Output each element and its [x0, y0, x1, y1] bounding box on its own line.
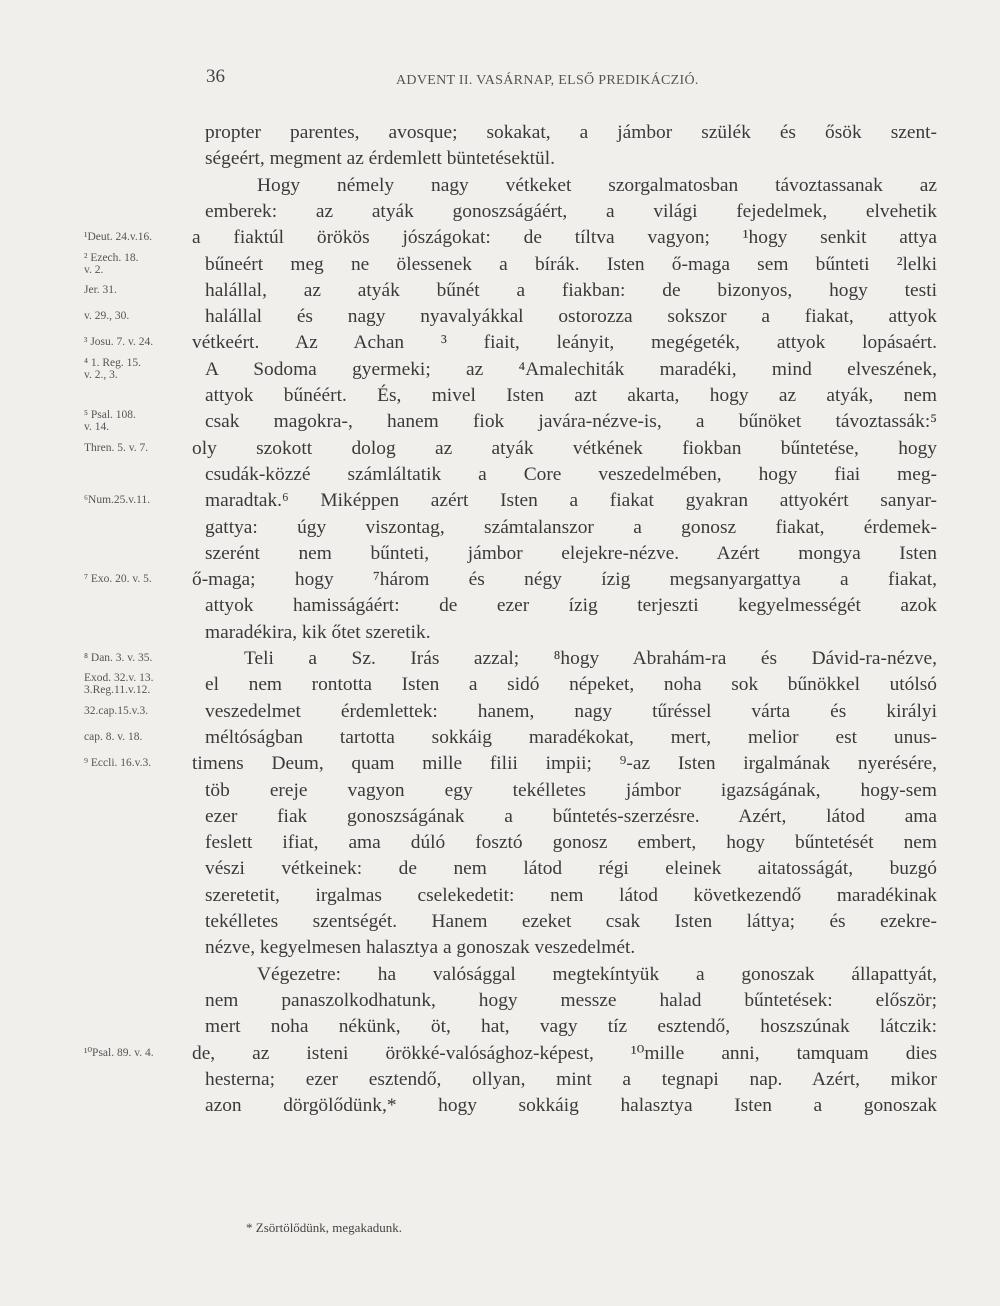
text-line: [0, 515, 1000, 541]
line-text: vétkeért. Az Achan ³ fiait, leányit, megégeték, attyok lopásaért.: [192, 332, 937, 354]
text-line: [0, 593, 1000, 619]
text-line: [0, 883, 1000, 909]
margin-note: ⁴ 1. Reg. 15. v. 2., 3.: [84, 356, 142, 381]
margin-note: 32.cap.15.v.3.: [84, 704, 149, 717]
line-text: vészi vétkeinek: de nem látod régi eleinek aitatosságát, buzgó: [205, 858, 937, 880]
text-line: [0, 1041, 1000, 1067]
margin-note: ² Ezech. 18. v. 2.: [84, 251, 139, 276]
text-line: [0, 856, 1000, 882]
text-line: [0, 646, 1000, 672]
line-text: ségeért, megment az érdemlett büntetésektül.: [205, 148, 555, 170]
line-text: Végezetre: ha valósággal megtekíntyük a gonoszak állapattyát,: [257, 963, 937, 985]
text-line: [0, 488, 1000, 514]
text-line: [0, 173, 1000, 199]
text-line: [0, 120, 1000, 146]
page-header: [206, 66, 936, 94]
line-text: tekélletes szentségét. Hanem ezeket csak Isten láttya; és ezekre-: [205, 911, 937, 932]
text-line: [0, 383, 1000, 409]
line-text: attyok bűnéért. És, mivel Isten azt akarta, hogy az atyák, nem: [205, 385, 937, 406]
page-number: 36: [206, 66, 225, 87]
margin-note: ¹⁰Psal. 89. v. 4.: [84, 1046, 154, 1059]
text-line: [0, 988, 1000, 1014]
line-text: méltóságban tartotta sokkáig maradékokat, mert, melior est unus-: [205, 726, 937, 748]
line-text: el nem rontotta Isten a sidó népeket, noha sok bűnökkel utólsó: [205, 674, 937, 696]
running-title: ADVENT II. VASÁRNAP, ELSŐ PREDIKÁCZIÓ.: [396, 73, 699, 88]
line-text: csak magokra-, hanem fiok javára-nézve-is, a bűnöket távoztassák:⁵: [205, 411, 937, 433]
text-line: [0, 567, 1000, 593]
text-line: [0, 830, 1000, 856]
text-line: [0, 541, 1000, 567]
line-text: töb ereje vagyon egy tekélletes jámbor igazságának, hogy-sem: [205, 779, 937, 801]
line-text: gattya: úgy viszontag, számtalanszor a gonosz fiakat, érdemek-: [205, 516, 937, 538]
line-text: szeretetit, irgalmas cselekedetit: nem látod következendő maradékinak: [205, 884, 937, 906]
text-line: [0, 962, 1000, 988]
line-text: csudák-közzé számláltatik a Core veszedelmében, hogy fiai meg-: [205, 463, 937, 485]
text-line: [0, 278, 1000, 304]
text-line: [0, 409, 1000, 435]
line-text: Hogy némely nagy vétkeket szorgalmatosban távoztassanak az: [257, 174, 937, 196]
text-line: [0, 909, 1000, 935]
line-text: timens Deum, quam mille filii impii; ⁹-az Isten irgalmának nyerésére,: [192, 753, 937, 775]
line-text: veszedelmet érdemlettek: hanem, nagy tűréssel várta és királyi: [205, 700, 937, 722]
text-line: [0, 725, 1000, 751]
margin-note: ⁸ Dan. 3. v. 35.: [84, 652, 153, 664]
text-line: [0, 252, 1000, 278]
margin-note: ⁷ Exo. 20. v. 5.: [84, 573, 152, 586]
line-text: maradtak.⁶ Miképpen azért Isten a fiakat gyakran attyokért sanyar-: [205, 490, 937, 512]
text-line: [0, 1093, 1000, 1119]
text-line: [0, 330, 1000, 356]
text-line: [0, 935, 1000, 961]
line-text: de, az isteni örökké-valósághoz-képest, ¹⁰mille anni, tamquam dies: [192, 1042, 937, 1064]
text-line: [0, 1014, 1000, 1040]
text-line: [0, 462, 1000, 488]
line-text: halállal és nagy nyavalyákkal ostorozza sokszor a fiakat, attyok: [205, 306, 937, 328]
line-text: szerént nem bűnteti, jámbor elejekre-nézve. Azért mongya Isten: [205, 542, 937, 564]
text-line: [0, 199, 1000, 225]
margin-note: ³ Josu. 7. v. 24.: [84, 336, 154, 349]
line-text: a fiaktúl örökös jószágokat: de tíltva vagyon; ¹hogy senkit attya: [192, 227, 937, 249]
line-text: feslett ifiat, ama dúló fosztó gonosz embert, hogy bűntetését nem: [205, 832, 937, 854]
line-text: ő-maga; hogy ⁷három és négy ízig megsanyargattya a fiakat,: [192, 569, 937, 591]
text-line: [0, 699, 1000, 725]
margin-note: Jer. 31.: [84, 283, 117, 296]
line-text: ezer fiak gonoszságának a bűntetés-szerzésre. Azért, látod ama: [205, 805, 937, 827]
margin-note: ¹Deut. 24.v.16.: [84, 231, 153, 244]
line-text: halállal, az atyák bűnét a fiakban: de bizonyos, hogy testi: [205, 279, 937, 301]
line-text: nézve, kegyelmesen halasztya a gonoszak veszedelmét.: [205, 937, 636, 959]
text-line: [0, 1067, 1000, 1093]
margin-note: Exod. 32.v. 13. 3.Reg.11.v.12.: [84, 672, 154, 697]
text-line: [0, 146, 1000, 172]
line-text: A Sodoma gyermeki; az ⁴Amalechiták maradéki, mind elveszének,: [205, 358, 937, 380]
margin-note: ⁵ Psal. 108. v. 14.: [84, 409, 136, 434]
line-text: oly szokott dolog az atyák vétkének fiokban bűntetése, hogy: [192, 437, 937, 459]
margin-note: ⁹ Eccli. 16.v.3.: [84, 757, 152, 770]
text-line: [0, 778, 1000, 804]
text-line: [0, 225, 1000, 251]
line-text: maradékira, kik őtet szeretik.: [205, 621, 431, 643]
line-text: emberek: az atyák gonoszságáért, a világi fejedelmek, elvehetik: [205, 200, 937, 222]
line-text: propter parentes, avosque; sokakat, a jámbor szülék és ősök szent-: [205, 122, 937, 143]
line-text: nem panaszolkodhatunk, hogy messze halad bűntetések: először;: [205, 989, 937, 1011]
text-line: [0, 620, 1000, 646]
text-line: [0, 436, 1000, 462]
margin-note: ⁶Num.25.v.11.: [84, 494, 151, 507]
footnote: * Zsörtölődünk, megakadunk.: [246, 1220, 402, 1235]
margin-note: Thren. 5. v. 7.: [84, 441, 149, 454]
text-line: [0, 751, 1000, 777]
text-line: [0, 672, 1000, 698]
line-text: bűneért meg ne ölessenek a bírák. Isten ő-maga sem bűnteti ²lelki: [205, 253, 937, 275]
line-text: azon dörgölődünk,* hogy sokkáig halasztya Isten a gonoszak: [205, 1095, 937, 1117]
text-line: [0, 357, 1000, 383]
text-line: [0, 304, 1000, 330]
line-text: hesterna; ezer esztendő, ollyan, mint a tegnapi nap. Azért, mikor: [205, 1068, 937, 1090]
text-line: [0, 804, 1000, 830]
line-text: mert noha nékünk, öt, hat, vagy tíz esztendő, hoszszúnak látczik:: [205, 1016, 937, 1038]
margin-note: v. 29., 30.: [84, 310, 130, 323]
line-text: attyok hamisságáért: de ezer ízig terjeszti kegyelmességét azok: [205, 595, 937, 617]
margin-note: cap. 8. v. 18.: [84, 730, 143, 743]
line-text: Teli a Sz. Irás azzal; ⁸hogy Abrahám-ra és Dávid-ra-nézve,: [244, 648, 937, 669]
